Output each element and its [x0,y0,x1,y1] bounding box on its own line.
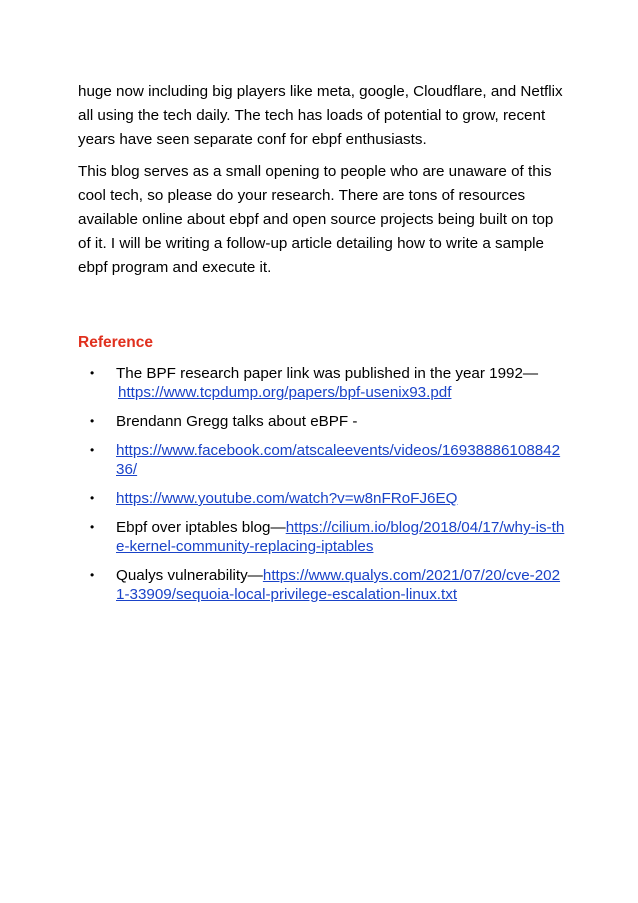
bullet-icon: • [90,568,95,582]
reference-item-facebook-video [78,441,568,479]
reference-heading: Reference [78,334,153,351]
bullet-icon: • [90,520,95,534]
reference-text: Brendann Gregg talks about eBPF - [116,413,358,430]
bpf-paper-link[interactable]: https://www.tcpdump.org/papers/bpf-usenix93.pdf [118,384,452,401]
bullet-icon: • [90,491,95,505]
reference-item-bpf-paper [78,364,568,402]
reference-text: Qualys vulnerability— [116,567,263,584]
bullet-icon: • [90,443,95,457]
reference-text: Ebpf over iptables blog— [116,519,286,536]
reference-item-qualys [78,566,568,604]
cilium-blog-link[interactable]: https://cilium.io/blog/2018/04/17/why-is-the-kernel-community-replacing-iptables [116,519,565,555]
reference-list [78,364,568,614]
body-paragraph-2: This blog serves as a small opening to people who are unaware of this cool tech, so please do your research. There are tons of resources available online about ebpf and open source projects being built on top of it. I will be writing a follow-up article detailing how to write a sample ebpf program and execute it. [78,163,554,276]
facebook-video-link[interactable]: https://www.facebook.com/atscaleevents/videos/1693888610884236/ [116,442,561,478]
youtube-video-link[interactable]: https://www.youtube.com/watch?v=w8nFRoFJ6EQ [116,490,458,507]
bullet-icon: • [90,366,95,380]
body-paragraph-1: huge now including big players like meta, google, Cloudflare, and Netflix all using the tech daily. The tech has loads of potential to grow, recent years have seen separate conf for ebpf enthusiasts. [78,83,563,148]
qualys-vulnerability-link[interactable]: https://www.qualys.com/2021/07/20/cve-2021-33909/sequoia-local-privilege-escalation-linux.txt [116,567,561,603]
reference-item-cilium-blog [78,518,568,556]
reference-text: The BPF research paper link was published in the year 1992— [116,365,539,382]
reference-item-gregg-talk [78,412,568,431]
bullet-icon: • [90,414,95,428]
reference-item-youtube-video [78,489,568,508]
